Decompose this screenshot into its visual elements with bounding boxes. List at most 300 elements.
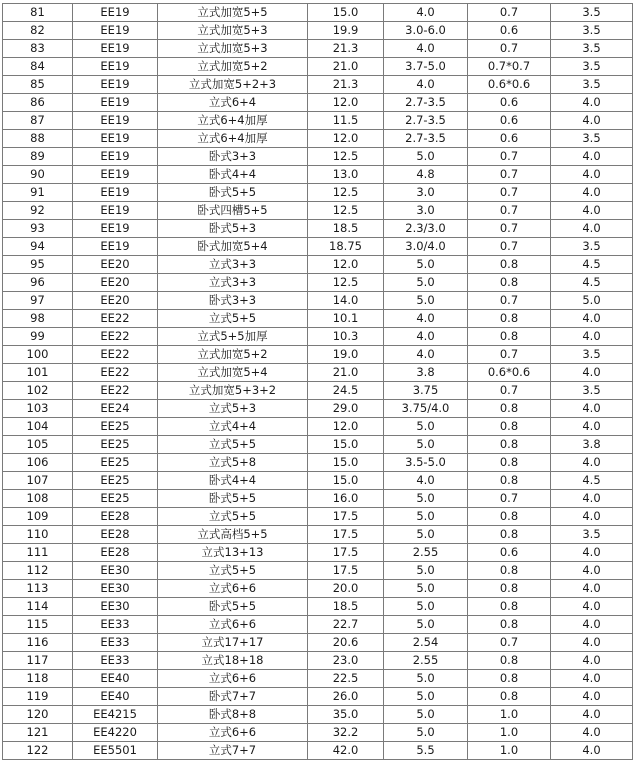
value-a-cell: 12.5 bbox=[308, 148, 384, 166]
value-b-cell: 4.0 bbox=[384, 310, 468, 328]
value-c-cell: 0.6 bbox=[468, 544, 551, 562]
type-cell: 卧式4+4 bbox=[158, 472, 308, 490]
value-c-cell: 0.8 bbox=[468, 508, 551, 526]
value-c-cell: 0.7 bbox=[468, 490, 551, 508]
value-a-cell: 12.0 bbox=[308, 256, 384, 274]
value-d-cell: 4.0 bbox=[551, 562, 633, 580]
value-d-cell: 4.0 bbox=[551, 418, 633, 436]
value-d-cell: 4.0 bbox=[551, 544, 633, 562]
value-a-cell: 12.0 bbox=[308, 130, 384, 148]
value-c-cell: 0.7 bbox=[468, 166, 551, 184]
type-cell: 立式加宽5+3 bbox=[158, 40, 308, 58]
value-c-cell: 0.8 bbox=[468, 400, 551, 418]
model-cell: EE4220 bbox=[73, 724, 158, 742]
table-row bbox=[3, 130, 633, 148]
model-cell: EE19 bbox=[73, 202, 158, 220]
type-cell: 立式13+13 bbox=[158, 544, 308, 562]
value-c-cell: 0.6 bbox=[468, 22, 551, 40]
row-number-cell: 87 bbox=[3, 112, 73, 130]
table-row bbox=[3, 166, 633, 184]
model-cell: EE19 bbox=[73, 76, 158, 94]
row-number-cell: 109 bbox=[3, 508, 73, 526]
table-row bbox=[3, 742, 633, 760]
value-b-cell: 3.75/4.0 bbox=[384, 400, 468, 418]
value-d-cell: 3.5 bbox=[551, 58, 633, 76]
row-number-cell: 119 bbox=[3, 688, 73, 706]
model-cell: EE5501 bbox=[73, 742, 158, 760]
row-number-cell: 90 bbox=[3, 166, 73, 184]
table-row bbox=[3, 436, 633, 454]
value-a-cell: 22.5 bbox=[308, 670, 384, 688]
value-d-cell: 4.5 bbox=[551, 256, 633, 274]
model-cell: EE25 bbox=[73, 472, 158, 490]
model-cell: EE22 bbox=[73, 346, 158, 364]
value-d-cell: 4.0 bbox=[551, 742, 633, 760]
table-row bbox=[3, 544, 633, 562]
type-cell: 立式5+8 bbox=[158, 454, 308, 472]
model-cell: EE19 bbox=[73, 112, 158, 130]
value-c-cell: 1.0 bbox=[468, 742, 551, 760]
value-d-cell: 3.5 bbox=[551, 238, 633, 256]
value-d-cell: 5.0 bbox=[551, 292, 633, 310]
value-b-cell: 2.3/3.0 bbox=[384, 220, 468, 238]
value-b-cell: 4.0 bbox=[384, 346, 468, 364]
value-a-cell: 32.2 bbox=[308, 724, 384, 742]
model-cell: EE25 bbox=[73, 418, 158, 436]
model-cell: EE33 bbox=[73, 634, 158, 652]
table-row bbox=[3, 454, 633, 472]
value-a-cell: 12.0 bbox=[308, 94, 384, 112]
value-b-cell: 5.0 bbox=[384, 418, 468, 436]
type-cell: 立式加宽5+3 bbox=[158, 22, 308, 40]
table-row bbox=[3, 472, 633, 490]
table-row bbox=[3, 310, 633, 328]
row-number-cell: 116 bbox=[3, 634, 73, 652]
value-b-cell: 2.54 bbox=[384, 634, 468, 652]
type-cell: 立式5+3 bbox=[158, 400, 308, 418]
row-number-cell: 96 bbox=[3, 274, 73, 292]
table-row bbox=[3, 22, 633, 40]
table-row bbox=[3, 652, 633, 670]
table-row bbox=[3, 328, 633, 346]
type-cell: 立式加宽5+2+3 bbox=[158, 76, 308, 94]
value-a-cell: 15.0 bbox=[308, 436, 384, 454]
value-c-cell: 0.6*0.6 bbox=[468, 364, 551, 382]
value-a-cell: 10.1 bbox=[308, 310, 384, 328]
value-b-cell: 5.0 bbox=[384, 508, 468, 526]
value-c-cell: 0.8 bbox=[468, 310, 551, 328]
value-d-cell: 4.0 bbox=[551, 508, 633, 526]
model-cell: EE28 bbox=[73, 508, 158, 526]
row-number-cell: 84 bbox=[3, 58, 73, 76]
type-cell: 卧式7+7 bbox=[158, 688, 308, 706]
value-c-cell: 0.7 bbox=[468, 238, 551, 256]
value-b-cell: 5.0 bbox=[384, 688, 468, 706]
value-d-cell: 4.0 bbox=[551, 706, 633, 724]
type-cell: 卧式3+3 bbox=[158, 148, 308, 166]
value-a-cell: 18.75 bbox=[308, 238, 384, 256]
value-b-cell: 5.0 bbox=[384, 706, 468, 724]
value-b-cell: 5.0 bbox=[384, 616, 468, 634]
model-cell: EE30 bbox=[73, 598, 158, 616]
row-number-cell: 82 bbox=[3, 22, 73, 40]
value-c-cell: 0.8 bbox=[468, 670, 551, 688]
value-d-cell: 3.5 bbox=[551, 76, 633, 94]
table-row bbox=[3, 490, 633, 508]
spec-table-container bbox=[2, 3, 632, 760]
value-b-cell: 4.0 bbox=[384, 76, 468, 94]
type-cell: 卧式5+5 bbox=[158, 184, 308, 202]
value-a-cell: 14.0 bbox=[308, 292, 384, 310]
model-cell: EE20 bbox=[73, 274, 158, 292]
value-a-cell: 21.3 bbox=[308, 40, 384, 58]
model-cell: EE20 bbox=[73, 292, 158, 310]
model-cell: EE19 bbox=[73, 238, 158, 256]
model-cell: EE28 bbox=[73, 526, 158, 544]
value-d-cell: 4.0 bbox=[551, 670, 633, 688]
value-a-cell: 35.0 bbox=[308, 706, 384, 724]
value-b-cell: 5.0 bbox=[384, 436, 468, 454]
table-row bbox=[3, 580, 633, 598]
row-number-cell: 85 bbox=[3, 76, 73, 94]
value-d-cell: 4.0 bbox=[551, 202, 633, 220]
table-row bbox=[3, 562, 633, 580]
type-cell: 立式加宽5+4 bbox=[158, 364, 308, 382]
row-number-cell: 88 bbox=[3, 130, 73, 148]
value-a-cell: 13.0 bbox=[308, 166, 384, 184]
table-row bbox=[3, 76, 633, 94]
value-b-cell: 4.0 bbox=[384, 328, 468, 346]
value-c-cell: 0.8 bbox=[468, 580, 551, 598]
value-b-cell: 3.7-5.0 bbox=[384, 58, 468, 76]
value-b-cell: 5.0 bbox=[384, 256, 468, 274]
table-row bbox=[3, 292, 633, 310]
value-b-cell: 5.0 bbox=[384, 670, 468, 688]
row-number-cell: 99 bbox=[3, 328, 73, 346]
model-cell: EE19 bbox=[73, 184, 158, 202]
table-row bbox=[3, 112, 633, 130]
value-a-cell: 20.6 bbox=[308, 634, 384, 652]
row-number-cell: 115 bbox=[3, 616, 73, 634]
model-cell: EE19 bbox=[73, 220, 158, 238]
value-a-cell: 19.9 bbox=[308, 22, 384, 40]
row-number-cell: 94 bbox=[3, 238, 73, 256]
type-cell: 立式加宽5+5 bbox=[158, 4, 308, 22]
row-number-cell: 108 bbox=[3, 490, 73, 508]
table-row bbox=[3, 274, 633, 292]
value-d-cell: 4.0 bbox=[551, 490, 633, 508]
row-number-cell: 105 bbox=[3, 436, 73, 454]
table-row bbox=[3, 634, 633, 652]
value-d-cell: 4.0 bbox=[551, 94, 633, 112]
value-a-cell: 20.0 bbox=[308, 580, 384, 598]
value-c-cell: 0.7 bbox=[468, 382, 551, 400]
value-d-cell: 3.5 bbox=[551, 526, 633, 544]
table-row bbox=[3, 418, 633, 436]
value-c-cell: 0.8 bbox=[468, 616, 551, 634]
table-row bbox=[3, 598, 633, 616]
value-c-cell: 1.0 bbox=[468, 724, 551, 742]
row-number-cell: 114 bbox=[3, 598, 73, 616]
model-cell: EE22 bbox=[73, 328, 158, 346]
value-d-cell: 3.5 bbox=[551, 4, 633, 22]
value-b-cell: 4.0 bbox=[384, 40, 468, 58]
value-a-cell: 21.0 bbox=[308, 58, 384, 76]
value-c-cell: 0.6 bbox=[468, 94, 551, 112]
type-cell: 立式3+3 bbox=[158, 274, 308, 292]
value-c-cell: 0.8 bbox=[468, 598, 551, 616]
value-c-cell: 0.8 bbox=[468, 688, 551, 706]
value-a-cell: 12.0 bbox=[308, 418, 384, 436]
row-number-cell: 97 bbox=[3, 292, 73, 310]
value-b-cell: 5.0 bbox=[384, 148, 468, 166]
value-b-cell: 2.7-3.5 bbox=[384, 130, 468, 148]
value-d-cell: 4.0 bbox=[551, 112, 633, 130]
model-cell: EE25 bbox=[73, 454, 158, 472]
type-cell: 卧式4+4 bbox=[158, 166, 308, 184]
value-b-cell: 5.0 bbox=[384, 562, 468, 580]
value-a-cell: 42.0 bbox=[308, 742, 384, 760]
type-cell: 立式4+4 bbox=[158, 418, 308, 436]
type-cell: 立式7+7 bbox=[158, 742, 308, 760]
table-row bbox=[3, 724, 633, 742]
model-cell: EE4215 bbox=[73, 706, 158, 724]
type-cell: 立式6+4加厚 bbox=[158, 130, 308, 148]
value-d-cell: 4.0 bbox=[551, 328, 633, 346]
value-d-cell: 4.5 bbox=[551, 472, 633, 490]
row-number-cell: 92 bbox=[3, 202, 73, 220]
table-row bbox=[3, 364, 633, 382]
type-cell: 卧式5+5 bbox=[158, 490, 308, 508]
value-c-cell: 0.7 bbox=[468, 184, 551, 202]
value-a-cell: 26.0 bbox=[308, 688, 384, 706]
value-a-cell: 29.0 bbox=[308, 400, 384, 418]
table-row bbox=[3, 256, 633, 274]
model-cell: EE33 bbox=[73, 616, 158, 634]
value-c-cell: 0.7 bbox=[468, 220, 551, 238]
value-d-cell: 3.5 bbox=[551, 346, 633, 364]
value-a-cell: 16.0 bbox=[308, 490, 384, 508]
value-c-cell: 0.7 bbox=[468, 202, 551, 220]
value-b-cell: 5.0 bbox=[384, 724, 468, 742]
row-number-cell: 103 bbox=[3, 400, 73, 418]
row-number-cell: 106 bbox=[3, 454, 73, 472]
type-cell: 立式5+5 bbox=[158, 436, 308, 454]
value-a-cell: 17.5 bbox=[308, 544, 384, 562]
row-number-cell: 117 bbox=[3, 652, 73, 670]
model-cell: EE25 bbox=[73, 490, 158, 508]
value-b-cell: 3.75 bbox=[384, 382, 468, 400]
value-b-cell: 4.8 bbox=[384, 166, 468, 184]
table-row bbox=[3, 526, 633, 544]
value-b-cell: 5.0 bbox=[384, 580, 468, 598]
value-b-cell: 3.8 bbox=[384, 364, 468, 382]
value-a-cell: 17.5 bbox=[308, 508, 384, 526]
value-b-cell: 5.0 bbox=[384, 274, 468, 292]
table-row bbox=[3, 238, 633, 256]
value-b-cell: 2.55 bbox=[384, 544, 468, 562]
type-cell: 立式6+4加厚 bbox=[158, 112, 308, 130]
model-cell: EE40 bbox=[73, 670, 158, 688]
value-c-cell: 0.8 bbox=[468, 472, 551, 490]
row-number-cell: 86 bbox=[3, 94, 73, 112]
table-row bbox=[3, 670, 633, 688]
model-cell: EE22 bbox=[73, 310, 158, 328]
row-number-cell: 101 bbox=[3, 364, 73, 382]
value-b-cell: 3.0 bbox=[384, 202, 468, 220]
model-cell: EE28 bbox=[73, 544, 158, 562]
value-d-cell: 4.0 bbox=[551, 400, 633, 418]
value-b-cell: 2.55 bbox=[384, 652, 468, 670]
value-c-cell: 0.8 bbox=[468, 418, 551, 436]
table-row bbox=[3, 184, 633, 202]
table-row bbox=[3, 616, 633, 634]
table-row bbox=[3, 346, 633, 364]
value-c-cell: 0.7 bbox=[468, 4, 551, 22]
value-d-cell: 4.5 bbox=[551, 274, 633, 292]
type-cell: 立式5+5 bbox=[158, 562, 308, 580]
spec-table bbox=[2, 3, 633, 760]
row-number-cell: 111 bbox=[3, 544, 73, 562]
value-b-cell: 3.0-6.0 bbox=[384, 22, 468, 40]
table-row bbox=[3, 508, 633, 526]
type-cell: 卧式8+8 bbox=[158, 706, 308, 724]
value-b-cell: 3.0 bbox=[384, 184, 468, 202]
row-number-cell: 102 bbox=[3, 382, 73, 400]
type-cell: 立式6+6 bbox=[158, 616, 308, 634]
table-body bbox=[3, 4, 633, 760]
value-a-cell: 18.5 bbox=[308, 598, 384, 616]
type-cell: 卧式5+3 bbox=[158, 220, 308, 238]
model-cell: EE25 bbox=[73, 436, 158, 454]
value-b-cell: 4.0 bbox=[384, 4, 468, 22]
type-cell: 立式6+6 bbox=[158, 724, 308, 742]
value-c-cell: 0.7 bbox=[468, 148, 551, 166]
value-b-cell: 3.0/4.0 bbox=[384, 238, 468, 256]
type-cell: 立式6+4 bbox=[158, 94, 308, 112]
value-a-cell: 12.5 bbox=[308, 274, 384, 292]
model-cell: EE24 bbox=[73, 400, 158, 418]
value-a-cell: 24.5 bbox=[308, 382, 384, 400]
value-c-cell: 0.7 bbox=[468, 346, 551, 364]
model-cell: EE19 bbox=[73, 94, 158, 112]
value-a-cell: 12.5 bbox=[308, 184, 384, 202]
value-b-cell: 3.5-5.0 bbox=[384, 454, 468, 472]
table-row bbox=[3, 202, 633, 220]
model-cell: EE30 bbox=[73, 562, 158, 580]
model-cell: EE19 bbox=[73, 22, 158, 40]
value-d-cell: 3.5 bbox=[551, 22, 633, 40]
type-cell: 立式5+5 bbox=[158, 508, 308, 526]
value-d-cell: 4.0 bbox=[551, 724, 633, 742]
value-d-cell: 4.0 bbox=[551, 454, 633, 472]
value-b-cell: 5.0 bbox=[384, 526, 468, 544]
row-number-cell: 113 bbox=[3, 580, 73, 598]
table-row bbox=[3, 706, 633, 724]
value-d-cell: 4.0 bbox=[551, 166, 633, 184]
value-c-cell: 0.8 bbox=[468, 274, 551, 292]
value-c-cell: 0.8 bbox=[468, 562, 551, 580]
value-c-cell: 0.8 bbox=[468, 526, 551, 544]
model-cell: EE33 bbox=[73, 652, 158, 670]
value-a-cell: 18.5 bbox=[308, 220, 384, 238]
model-cell: EE22 bbox=[73, 364, 158, 382]
type-cell: 立式3+3 bbox=[158, 256, 308, 274]
value-a-cell: 12.5 bbox=[308, 202, 384, 220]
row-number-cell: 95 bbox=[3, 256, 73, 274]
value-b-cell: 5.0 bbox=[384, 490, 468, 508]
value-d-cell: 4.0 bbox=[551, 220, 633, 238]
table-row bbox=[3, 382, 633, 400]
type-cell: 立式6+6 bbox=[158, 580, 308, 598]
type-cell: 立式加宽5+2 bbox=[158, 58, 308, 76]
value-c-cell: 0.7 bbox=[468, 40, 551, 58]
row-number-cell: 121 bbox=[3, 724, 73, 742]
model-cell: EE19 bbox=[73, 58, 158, 76]
row-number-cell: 107 bbox=[3, 472, 73, 490]
type-cell: 立式加宽5+3+2 bbox=[158, 382, 308, 400]
model-cell: EE19 bbox=[73, 4, 158, 22]
row-number-cell: 104 bbox=[3, 418, 73, 436]
table-row bbox=[3, 58, 633, 76]
value-d-cell: 4.0 bbox=[551, 148, 633, 166]
value-a-cell: 15.0 bbox=[308, 4, 384, 22]
row-number-cell: 91 bbox=[3, 184, 73, 202]
value-d-cell: 3.5 bbox=[551, 382, 633, 400]
value-c-cell: 0.7*0.7 bbox=[468, 58, 551, 76]
row-number-cell: 112 bbox=[3, 562, 73, 580]
type-cell: 卧式加宽5+4 bbox=[158, 238, 308, 256]
value-d-cell: 4.0 bbox=[551, 580, 633, 598]
table-row bbox=[3, 4, 633, 22]
value-c-cell: 0.8 bbox=[468, 454, 551, 472]
type-cell: 卧式5+5 bbox=[158, 598, 308, 616]
value-c-cell: 0.6 bbox=[468, 112, 551, 130]
value-c-cell: 0.6*0.6 bbox=[468, 76, 551, 94]
type-cell: 卧式3+3 bbox=[158, 292, 308, 310]
model-cell: EE19 bbox=[73, 40, 158, 58]
value-d-cell: 3.5 bbox=[551, 40, 633, 58]
value-a-cell: 15.0 bbox=[308, 454, 384, 472]
value-c-cell: 0.8 bbox=[468, 256, 551, 274]
value-d-cell: 4.0 bbox=[551, 364, 633, 382]
type-cell: 立式加宽5+2 bbox=[158, 346, 308, 364]
row-number-cell: 98 bbox=[3, 310, 73, 328]
value-d-cell: 4.0 bbox=[551, 634, 633, 652]
value-a-cell: 17.5 bbox=[308, 526, 384, 544]
model-cell: EE20 bbox=[73, 256, 158, 274]
value-c-cell: 0.7 bbox=[468, 292, 551, 310]
value-d-cell: 3.5 bbox=[551, 130, 633, 148]
value-c-cell: 0.8 bbox=[468, 652, 551, 670]
table-row bbox=[3, 94, 633, 112]
value-a-cell: 17.5 bbox=[308, 562, 384, 580]
value-a-cell: 21.3 bbox=[308, 76, 384, 94]
type-cell: 立式5+5 bbox=[158, 310, 308, 328]
value-d-cell: 4.0 bbox=[551, 184, 633, 202]
value-d-cell: 3.8 bbox=[551, 436, 633, 454]
table-row bbox=[3, 40, 633, 58]
value-d-cell: 4.0 bbox=[551, 310, 633, 328]
value-a-cell: 19.0 bbox=[308, 346, 384, 364]
value-d-cell: 4.0 bbox=[551, 688, 633, 706]
row-number-cell: 118 bbox=[3, 670, 73, 688]
row-number-cell: 81 bbox=[3, 4, 73, 22]
value-d-cell: 4.0 bbox=[551, 616, 633, 634]
value-c-cell: 0.8 bbox=[468, 328, 551, 346]
value-a-cell: 21.0 bbox=[308, 364, 384, 382]
value-b-cell: 5.0 bbox=[384, 292, 468, 310]
